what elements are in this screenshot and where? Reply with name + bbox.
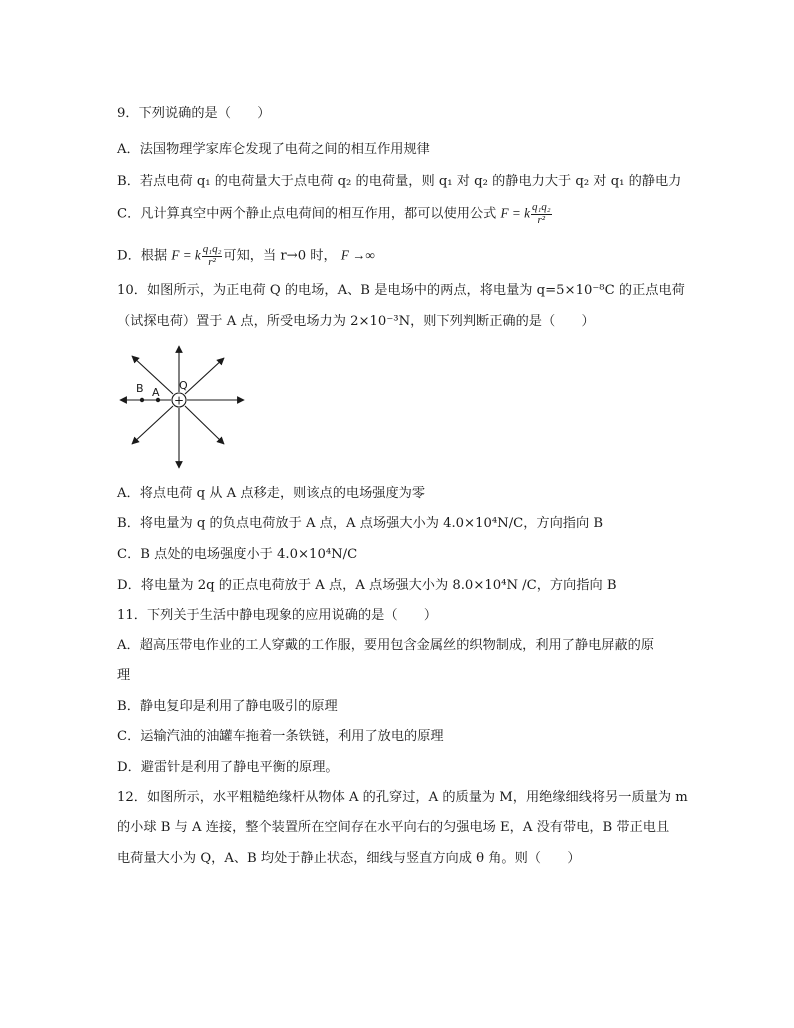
coulomb-fraction — [531, 202, 552, 226]
electric-field-diagram — [118, 344, 248, 472]
q12-stem-line-1: 12．如图所示，水平粗糙绝缘杆从物体 A 的孔穿过，A 的质量为 M，用绝缘细线将另一质量为 m — [117, 790, 688, 805]
q11-stem: 11．下列关于生活中静电现象的应用说确的是（ ） — [117, 608, 438, 623]
q10-option-c: C．B 点处的电场强度小于 4.0×10⁴N/C — [117, 547, 358, 562]
q9-option-c-text: C．凡计算真空中两个静止点电荷间的相互作用，都可以使用公式 — [117, 206, 497, 222]
q10-option-a: A．将点电荷 q 从 A 点移走，则该点的电场强度为零 — [117, 486, 426, 501]
coulomb-formula-lhs-d: F = k — [171, 247, 201, 263]
point-b-label: B — [136, 382, 144, 395]
q10-option-d: D．将电量为 2q 的正点电荷放于 A 点，A 点场强大小为 8.0×10⁴N /C，方向指向 B — [117, 578, 617, 593]
field-line-down-left — [132, 406, 173, 444]
q9-option-c — [117, 202, 553, 226]
fraction-numerator-d: q₁q₂ — [202, 243, 222, 255]
coulomb-fraction-d — [202, 244, 223, 268]
q11-option-d: D．避雷针是利用了静电平衡的原理。 — [117, 760, 339, 775]
q10-stem-line-1: 10．如图所示，为正电荷 Q 的电场，A、B 是电场中的两点，将电量为 q=5×10⁻⁸C 的正点电荷 — [117, 283, 685, 298]
charge-q-label: Q — [179, 379, 188, 392]
q11-option-a-line-1: A．超高压带电作业的工人穿戴的工作服，要用包含金属丝的织物制成，利用了静电屏蔽的原 — [117, 638, 655, 653]
q9-option-d-text-2: 可知，当 r→0 时， — [223, 248, 337, 264]
fraction-numerator: q₁q₂ — [531, 201, 551, 213]
q12-stem-line-3: 电荷量大小为 Q，A、B 均处于静止状态，细线与竖直方向成 θ 角。则（ ） — [117, 851, 581, 866]
q10-stem-line-2: （试探电荷）置于 A 点，所受电场力为 2×10⁻³N，则下列判断正确的是（ ） — [117, 314, 595, 329]
q12-stem-line-2: 的小球 B 与 A 连接，整个装置所在空间存在水平向右的匀强电场 E，A 没有带电，B 带正电且 — [117, 820, 670, 835]
q9-option-a: A．法国物理学家库仑发现了电荷之间的相互作用规律 — [117, 142, 430, 157]
infinity-formula: F →∞ — [340, 247, 375, 263]
q9-option-d-text-1: D．根据 — [117, 248, 168, 264]
q9-option-d — [117, 244, 375, 268]
q11-option-a-line-2: 理 — [117, 668, 131, 683]
fraction-denominator-d: r² — [208, 255, 216, 268]
charge-q-plus: + — [173, 393, 185, 408]
q10-option-b: B．将电量为 q 的负点电荷放于 A 点，A 点场强大小为 4.0×10⁴N/C，方向指向 B — [117, 516, 604, 531]
field-line-down-right — [185, 406, 224, 444]
point-a-label: A — [152, 386, 160, 399]
fraction-denominator: r² — [537, 213, 546, 226]
field-line-up-right — [185, 358, 224, 394]
point-b-dot — [140, 398, 144, 402]
q11-option-c: C．运输汽油的油罐车拖着一条铁链，利用了放电的原理 — [117, 729, 444, 744]
q11-option-b: B．静电复印是利用了静电吸引的原理 — [117, 699, 338, 714]
coulomb-formula-lhs: F = k — [500, 205, 530, 221]
q9-option-b: B．若点电荷 q₁ 的电荷量大于点电荷 q₂ 的电荷量，则 q₁ 对 q₂ 的静电力大于 q₂ 对 q₁ 的静电力 — [117, 174, 682, 189]
q9-stem: 9．下列说确的是（ ） — [117, 106, 271, 121]
